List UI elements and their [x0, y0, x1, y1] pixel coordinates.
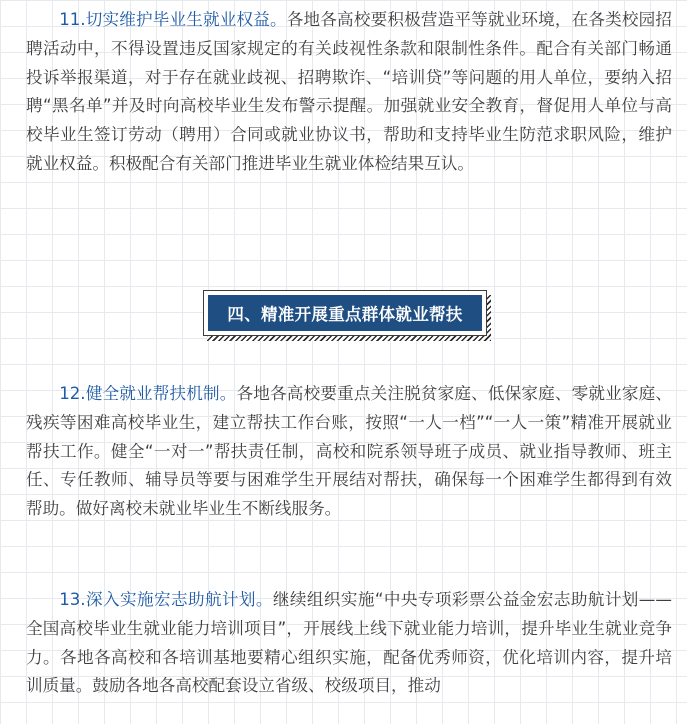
paragraph-12-title: 12.健全就业帮扶机制。 — [59, 384, 237, 403]
paragraph-13-title: 13.深入实施宏志助航计划。 — [59, 590, 273, 609]
paragraph-13-body: 继续组织实施“中央专项彩票公益金宏志助航计划——全国高校毕业生就业能力培训项目”，开展线上线下就业能力培训，提升毕业生就业竞争力。各地各高校和各培训基地要精心组织实施，配备优秀师资，优化培训内容，提升培训质量。鼓励各地各高校配套设立省级、校级项目，推动 — [26, 590, 672, 696]
section-heading-badge — [203, 290, 493, 342]
paragraph-13 — [26, 586, 672, 701]
paragraph-11-title: 11.切实维护毕业生就业权益。 — [59, 10, 287, 29]
paragraph-12 — [26, 380, 672, 524]
heading-frame — [203, 290, 487, 336]
paragraph-11-body: 各地各高校要积极营造平等就业环境，在各类校园招聘活动中，不得设置违反国家规定的有关歧视性条款和限制性条件。配合有关部门畅通投诉举报渠道，对于存在就业歧视、招聘欺诈、“培训贷”等问题的用人单位，要纳入招聘“黑名单”并及时向高校毕业生发布警示提醒。加强就业安全教育，督促用人单位与高校毕业生签订劳动（聘用）合同或就业协议书，帮助和支持毕业生防范求职风险，维护就业权益。积极配合有关部门推进毕业生就业体检结果互认。 — [26, 10, 672, 173]
paragraph-12-body: 各地各高校要重点关注脱贫家庭、低保家庭、零就业家庭、残疾等困难高校毕业生，建立帮扶工作台账，按照“一人一档”“一人一策”精准开展就业帮扶工作。健全“一对一”帮扶责任制，高校和院系领导班子成员、就业指导教师、班主任、专任教师、辅导员等要与困难学生开展结对帮扶，确保每一个困难学生都得到有效帮助。做好离校未就业毕业生不断线服务。 — [26, 384, 673, 519]
paragraph-11 — [26, 6, 672, 179]
section-heading: 四、精准开展重点群体就业帮扶 — [208, 295, 482, 331]
